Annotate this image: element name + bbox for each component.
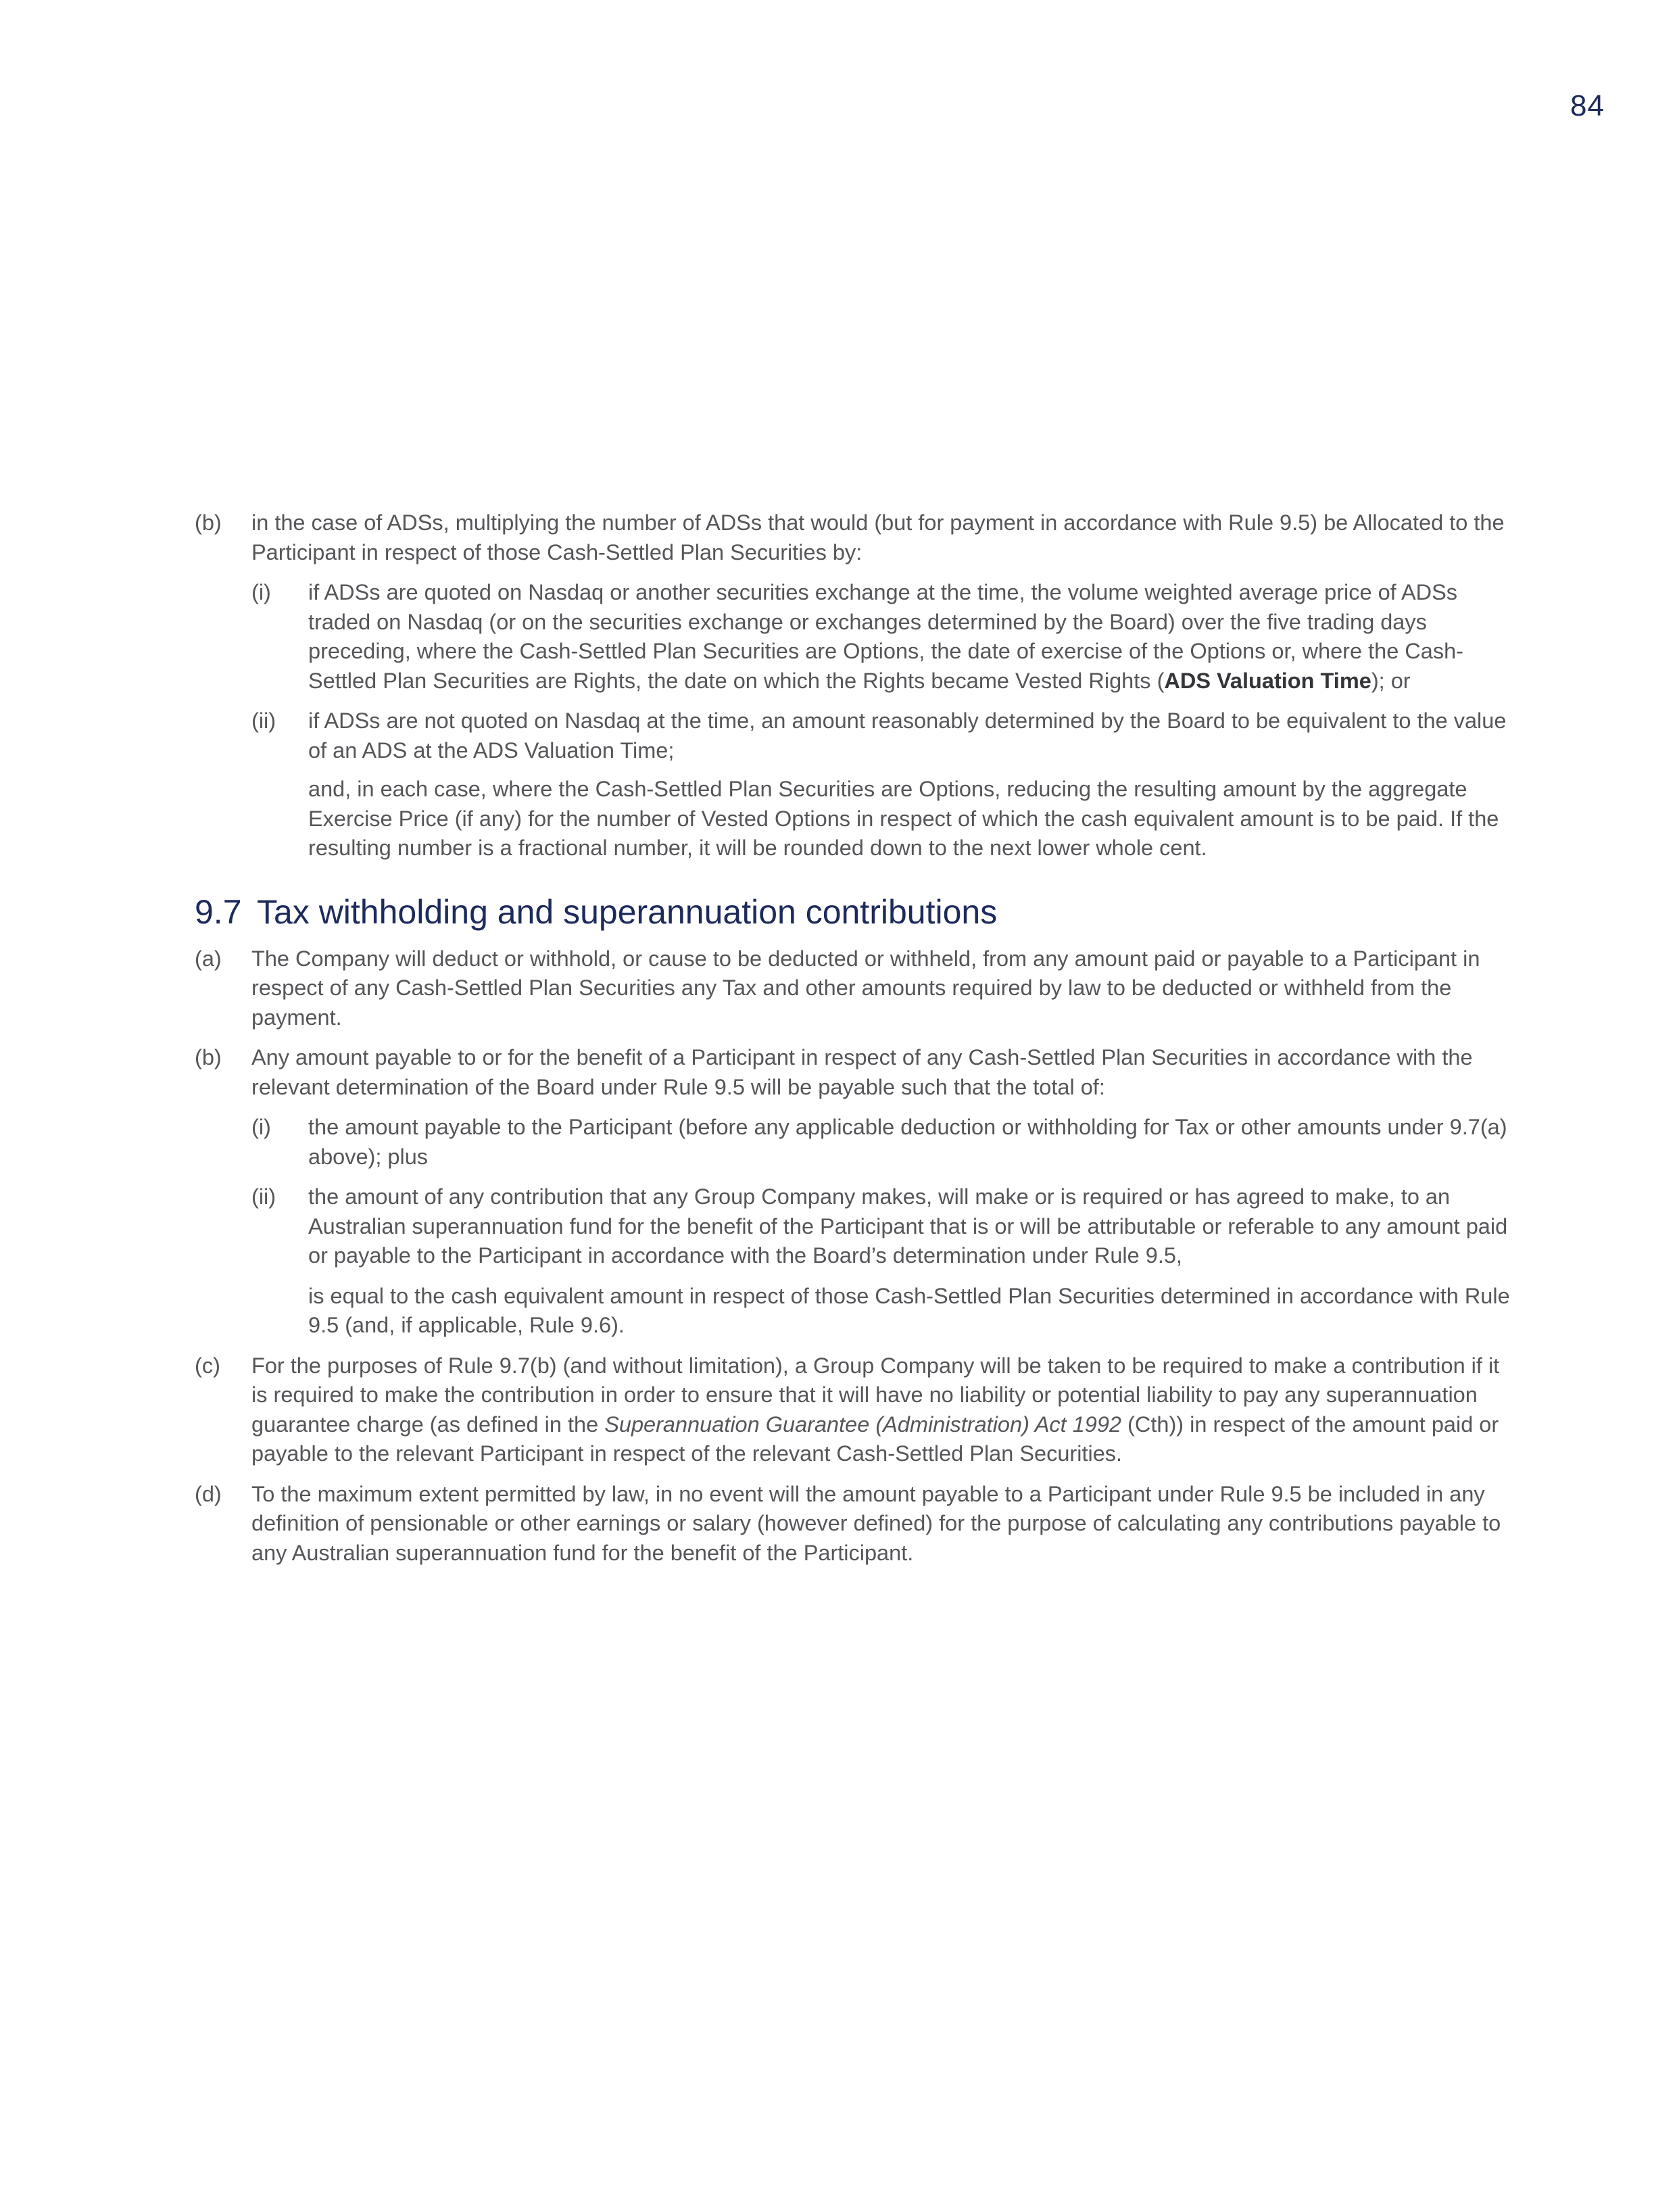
clause-b-continuation: is equal to the cash equivalent amount in respect of those Cash-Settled Plan Securities determined in accordance with Rule 9.5 (and, if applicable, Rule 9.6).	[308, 1283, 1510, 1337]
section-title: Tax withholding and superannuation contributions	[257, 892, 998, 931]
clause-label: (a)	[195, 946, 222, 971]
subclause-text: the amount payable to the Participant (before any applicable deduction or withholding for Tax or other amounts under 9.7(a) above); plus	[308, 1115, 1507, 1169]
subclause-label: (i)	[251, 1115, 271, 1139]
clause-b	[195, 508, 1520, 567]
clause-b-subitems	[251, 1113, 1520, 1271]
clause-label: (c)	[195, 1353, 220, 1378]
defined-term: ADS Valuation Time	[1164, 668, 1371, 693]
clause-b-subitems	[251, 578, 1520, 765]
subclause-label: (ii)	[251, 1184, 276, 1209]
document-body	[195, 508, 1520, 1579]
subclause-label: (ii)	[251, 708, 276, 733]
subclause-text	[308, 578, 1520, 696]
subclause-text-after: ); or	[1371, 668, 1411, 693]
page-number: 84	[1570, 89, 1605, 122]
clause-label: (b)	[195, 510, 222, 535]
clause-b	[195, 1043, 1520, 1102]
subclause-text: the amount of any contribution that any Group Company makes, will make or is required or has agreed to make, to an Australian superannuation fund for the benefit of the Participant that is or will be attributable or referable to any amount paid or payable to the Participant in accordance with the Board’s determination under Rule 9.5,	[308, 1184, 1508, 1268]
section-heading	[195, 892, 1520, 932]
subclause-ii	[251, 706, 1520, 765]
clause-d	[195, 1480, 1520, 1568]
subclause-i	[251, 578, 1520, 696]
section-number: 9.7	[195, 892, 242, 931]
act-title: Superannuation Guarantee (Administration) Act 1992	[604, 1412, 1122, 1437]
subclause-text: if ADSs are not quoted on Nasdaq at the time, an amount reasonably determined by the Board to be equivalent to the value of an ADS at the ADS Valuation Time;	[308, 708, 1507, 763]
subclause-i	[251, 1113, 1520, 1172]
subclause-text-before: if ADSs are quoted on Nasdaq or another securities exchange at the time, the volume weighted average price of ADSs traded on Nasdaq (or on the securities exchange or exchanges determined by the Board) over the five trading days preceding, where the Cash-Settled Plan Securities are Options, the date of exercise of the Options or, where the Cash-Settled Plan Securities are Rights, the date on which the Rights became Vested Rights (	[308, 580, 1463, 693]
clause-text: in the case of ADSs, multiplying the number of ADSs that would (but for payment in accordance with Rule 9.5) be Allocated to the Participant in respect of those Cash-Settled Plan Securities by:	[251, 510, 1505, 564]
subclause-ii	[251, 1182, 1520, 1271]
clause-text-after: (Cth)) in respect of the amount paid or payable to the relevant Participant in respect of the relevant Cash-Settled Plan Securities.	[251, 1412, 1499, 1466]
clause-label: (d)	[195, 1481, 222, 1506]
clause-text: Any amount payable to or for the benefit of a Participant in respect of any Cash-Settled Plan Securities in accordance with the relevant determination of the Board under Rule 9.5 will be payable such that the total of:	[251, 1045, 1473, 1099]
clause-text: To the maximum extent permitted by law, in no event will the amount payable to a Participant under Rule 9.5 be included in any definition of pensionable or other earnings or salary (however defined) for the purpose of calculating any contributions payable to any Australian superannuation fund for the benefit of the Participant.	[251, 1481, 1501, 1565]
clause-text-before: For the purposes of Rule 9.7(b) (and without limitation), a Group Company will be taken to be required to make a contribution if it is required to make the contribution in order to ensure that it will have no liability or potential liability to pay any superannuation guarantee charge (as defined in the	[251, 1353, 1500, 1437]
clause-label: (b)	[195, 1045, 222, 1069]
clause-c	[195, 1351, 1520, 1469]
clause-b-continuation: and, in each case, where the Cash-Settled Plan Securities are Options, reducing the resulting amount by the aggregate Exercise Price (if any) for the number of Vested Options in respect of which the cash equivalent amount is to be paid. If the resulting number is a fractional number, it will be rounded down to the next lower whole cent.	[308, 777, 1499, 860]
subclause-label: (i)	[251, 580, 271, 604]
clause-a	[195, 944, 1520, 1033]
clause-text	[251, 1351, 1520, 1469]
clause-text: The Company will deduct or withhold, or cause to be deducted or withheld, from any amount paid or payable to a Participant in respect of any Cash-Settled Plan Securities any Tax and other amounts required by law to be deducted or withheld from the payment.	[251, 946, 1480, 1030]
